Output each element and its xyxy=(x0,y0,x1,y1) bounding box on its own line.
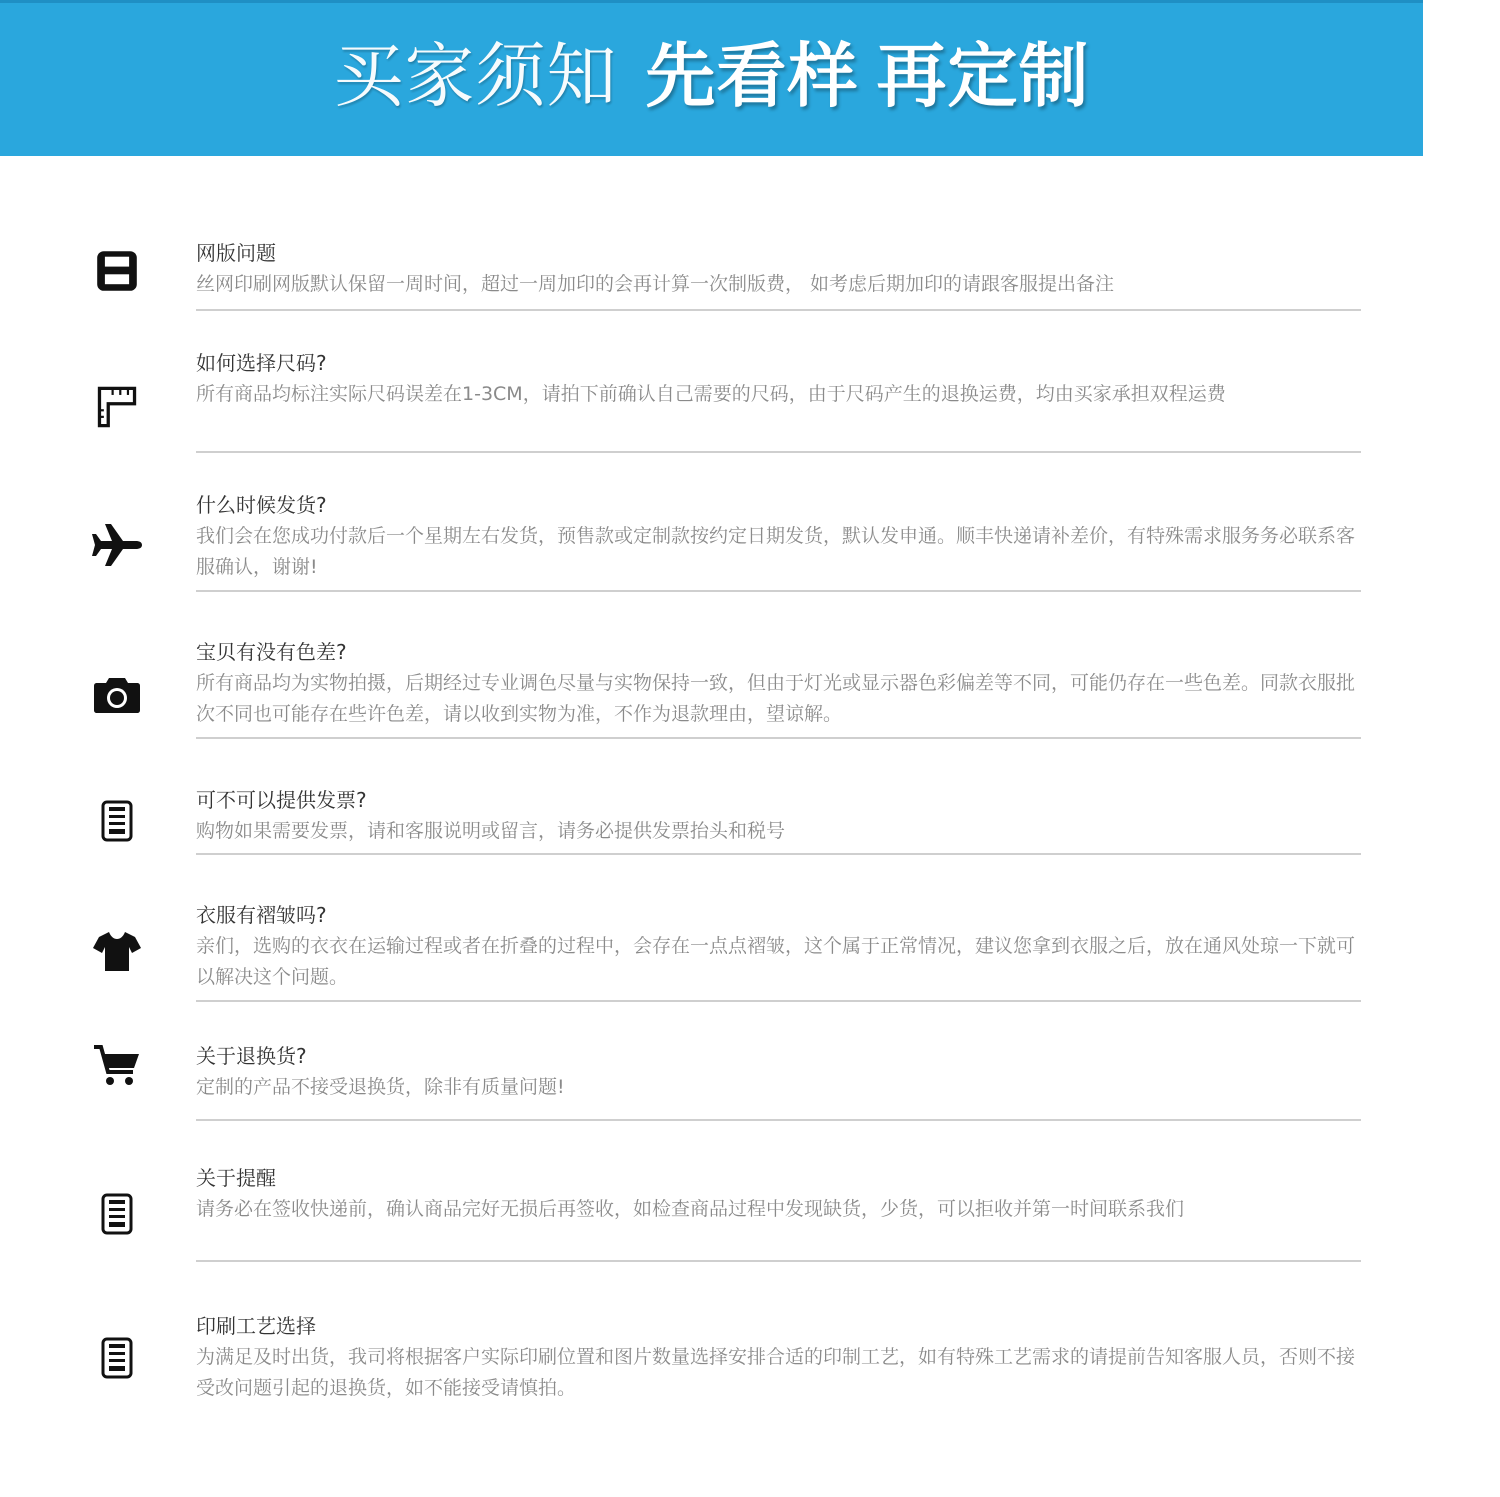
item-question: 网版问题 xyxy=(196,241,276,265)
item-answer: 请务必在签收快递前，确认商品完好无损后再签收，如检查商品过程中发现缺货，少货，可以拒收并第一时间联系我们 xyxy=(196,1198,1185,1220)
floppy-disk-icon xyxy=(86,240,148,302)
item-answer: 亲们，选购的衣衣在运输过程或者在折叠的过程中，会存在一点点褶皱，这个属于正常情况，建议您拿到衣服之后，放在通风处琼一下就可以解决这个问题。 xyxy=(196,935,1356,988)
title-bold-second: 再定制 xyxy=(876,35,1090,117)
ruler-icon xyxy=(86,376,148,438)
divider xyxy=(196,309,1361,311)
item-question: 可不可以提供发票? xyxy=(196,788,367,812)
divider xyxy=(196,1260,1361,1262)
item-answer: 所有商品均为实物拍摄，后期经过专业调色尽量与实物保持一致，但由于灯光或显示器色彩偏差等不同，可能仍存在一些色差。同款衣服批次不同也可能存在些许色差，请以收到实物为准，不作为退款理由，望谅解。 xyxy=(196,672,1356,725)
shopping-cart-icon xyxy=(86,1035,148,1097)
receipt-icon xyxy=(86,1183,148,1245)
airplane-icon xyxy=(86,514,148,576)
divider xyxy=(196,737,1361,739)
item-question: 关于退换货? xyxy=(196,1044,307,1068)
item-question: 宝贝有没有色差? xyxy=(196,640,347,664)
item-answer: 我们会在您成功付款后一个星期左右发货，预售款或定制款按约定日期发货，默认发申通。顺丰快递请补差价，有特殊需求服务务必联系客服确认，谢谢! xyxy=(196,525,1356,578)
item-answer: 丝网印刷网版默认保留一周时间，超过一周加印的会再计算一次制版费， 如考虑后期加印的请跟客服提出备注 xyxy=(196,273,1115,295)
title-bold-first: 先看样 xyxy=(645,35,859,117)
divider xyxy=(196,853,1361,855)
divider xyxy=(196,590,1361,592)
divider xyxy=(196,1000,1361,1002)
page-title xyxy=(0,31,1423,121)
item-question: 什么时候发货? xyxy=(196,493,327,517)
item-answer: 定制的产品不接受退换货，除非有质量问题! xyxy=(196,1076,565,1098)
divider xyxy=(196,451,1361,453)
divider xyxy=(196,1119,1361,1121)
t-shirt-icon xyxy=(86,920,148,982)
item-question: 衣服有褶皱吗? xyxy=(196,903,327,927)
item-question: 如何选择尺码? xyxy=(196,351,327,375)
title-light: 买家须知 xyxy=(333,35,618,117)
receipt-icon xyxy=(86,1327,148,1389)
camera-icon xyxy=(86,664,148,726)
item-question: 关于提醒 xyxy=(196,1166,276,1190)
receipt-icon xyxy=(86,790,148,852)
item-answer: 购物如果需要发票，请和客服说明或留言，请务必提供发票抬头和税号 xyxy=(196,820,786,842)
item-answer: 为满足及时出货，我司将根据客户实际印刷位置和图片数量选择安排合适的印制工艺，如有特殊工艺需求的请提前告知客服人员，否则不接受改问题引起的退换货，如不能接受请慎拍。 xyxy=(196,1346,1356,1399)
item-question: 印刷工艺选择 xyxy=(196,1314,316,1338)
item-answer: 所有商品均标注实际尺码误差在1-3CM，请拍下前确认自己需要的尺码，由于尺码产生的退换运费，均由买家承担双程运费 xyxy=(196,383,1226,405)
header-banner xyxy=(0,0,1423,156)
